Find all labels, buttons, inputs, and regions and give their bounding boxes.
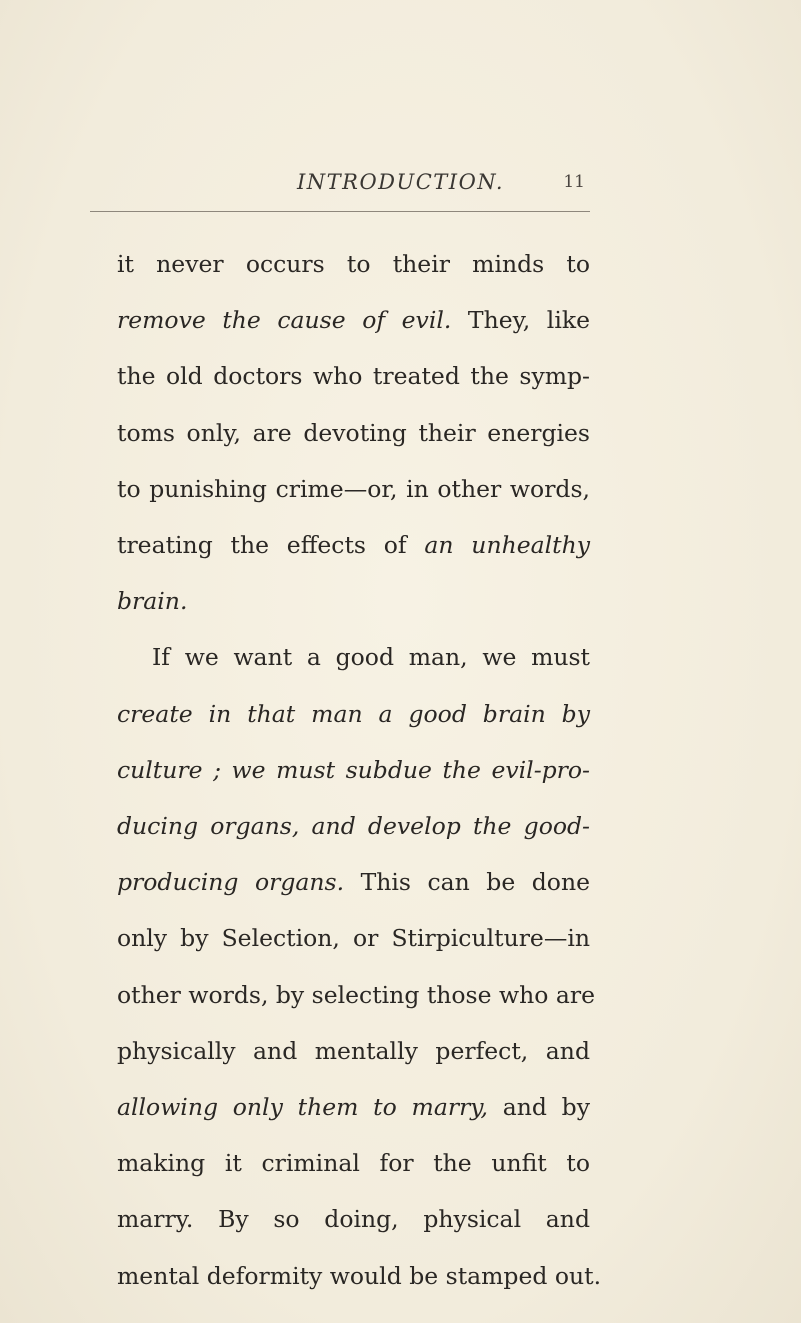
text-line: [117, 573, 590, 629]
text-run: and by: [487, 1093, 591, 1121]
text-line: [117, 405, 590, 461]
text-run: other words, by selecting those who are: [117, 980, 596, 1009]
text-run: it never occurs to their minds to: [117, 250, 590, 278]
text-line: [117, 686, 590, 742]
text-run: the old doctors who treated the symp-: [117, 362, 590, 391]
page-number: 11: [563, 172, 585, 192]
italic-text-run: producing organs.: [117, 868, 345, 897]
text-run: only by Selection, or Stirpiculture—in: [117, 924, 590, 953]
text-run: marry. By so doing, physical and: [117, 1205, 590, 1234]
text-line: [117, 1135, 590, 1191]
text-run: mental deformity would be stamped out.: [117, 1261, 602, 1290]
text-line: [117, 1248, 602, 1304]
text-line: [117, 1023, 590, 1079]
text-run: to punishing crime—or, in other words,: [117, 474, 590, 503]
running-head: [0, 170, 801, 198]
text-line: [117, 1191, 590, 1247]
text-line: [117, 967, 596, 1023]
text-run: This can be done: [344, 868, 590, 897]
italic-text-run: brain.: [117, 587, 188, 616]
text-run: physically and mentally perfect, and: [117, 1036, 590, 1065]
text-line: [117, 292, 590, 348]
italic-text-run: ducing organs, and develop the good-: [117, 812, 590, 840]
header-rule: [90, 211, 590, 212]
text-run: treating the effects of: [117, 531, 425, 559]
italic-text-run: culture ; we must subdue the evil-pro-: [117, 755, 590, 784]
text-line: [117, 854, 590, 910]
italic-text-run: remove the cause of evil.: [117, 306, 452, 335]
text-line: [117, 742, 590, 798]
text-line: [117, 348, 590, 404]
text-run: making it criminal for the unfit to: [117, 1149, 590, 1178]
text-line: [117, 461, 590, 517]
text-line: [117, 629, 590, 685]
body-text: [117, 236, 602, 1290]
text-line: [117, 798, 590, 854]
text-line: [117, 1079, 590, 1135]
text-line: [117, 910, 590, 966]
italic-text-run: allowing only them to marry,: [117, 1093, 488, 1121]
text-run: They, like: [451, 306, 590, 335]
text-run: toms only, are devoting their energies: [117, 418, 590, 447]
running-head-title: INTRODUCTION.: [296, 170, 505, 194]
italic-text-run: create in that man a good brain by: [117, 699, 590, 728]
text-run: If we want a good man, we must: [152, 643, 590, 672]
text-line: [117, 517, 590, 573]
text-line: [117, 236, 590, 292]
italic-text-run: an unhealthy: [424, 531, 590, 559]
